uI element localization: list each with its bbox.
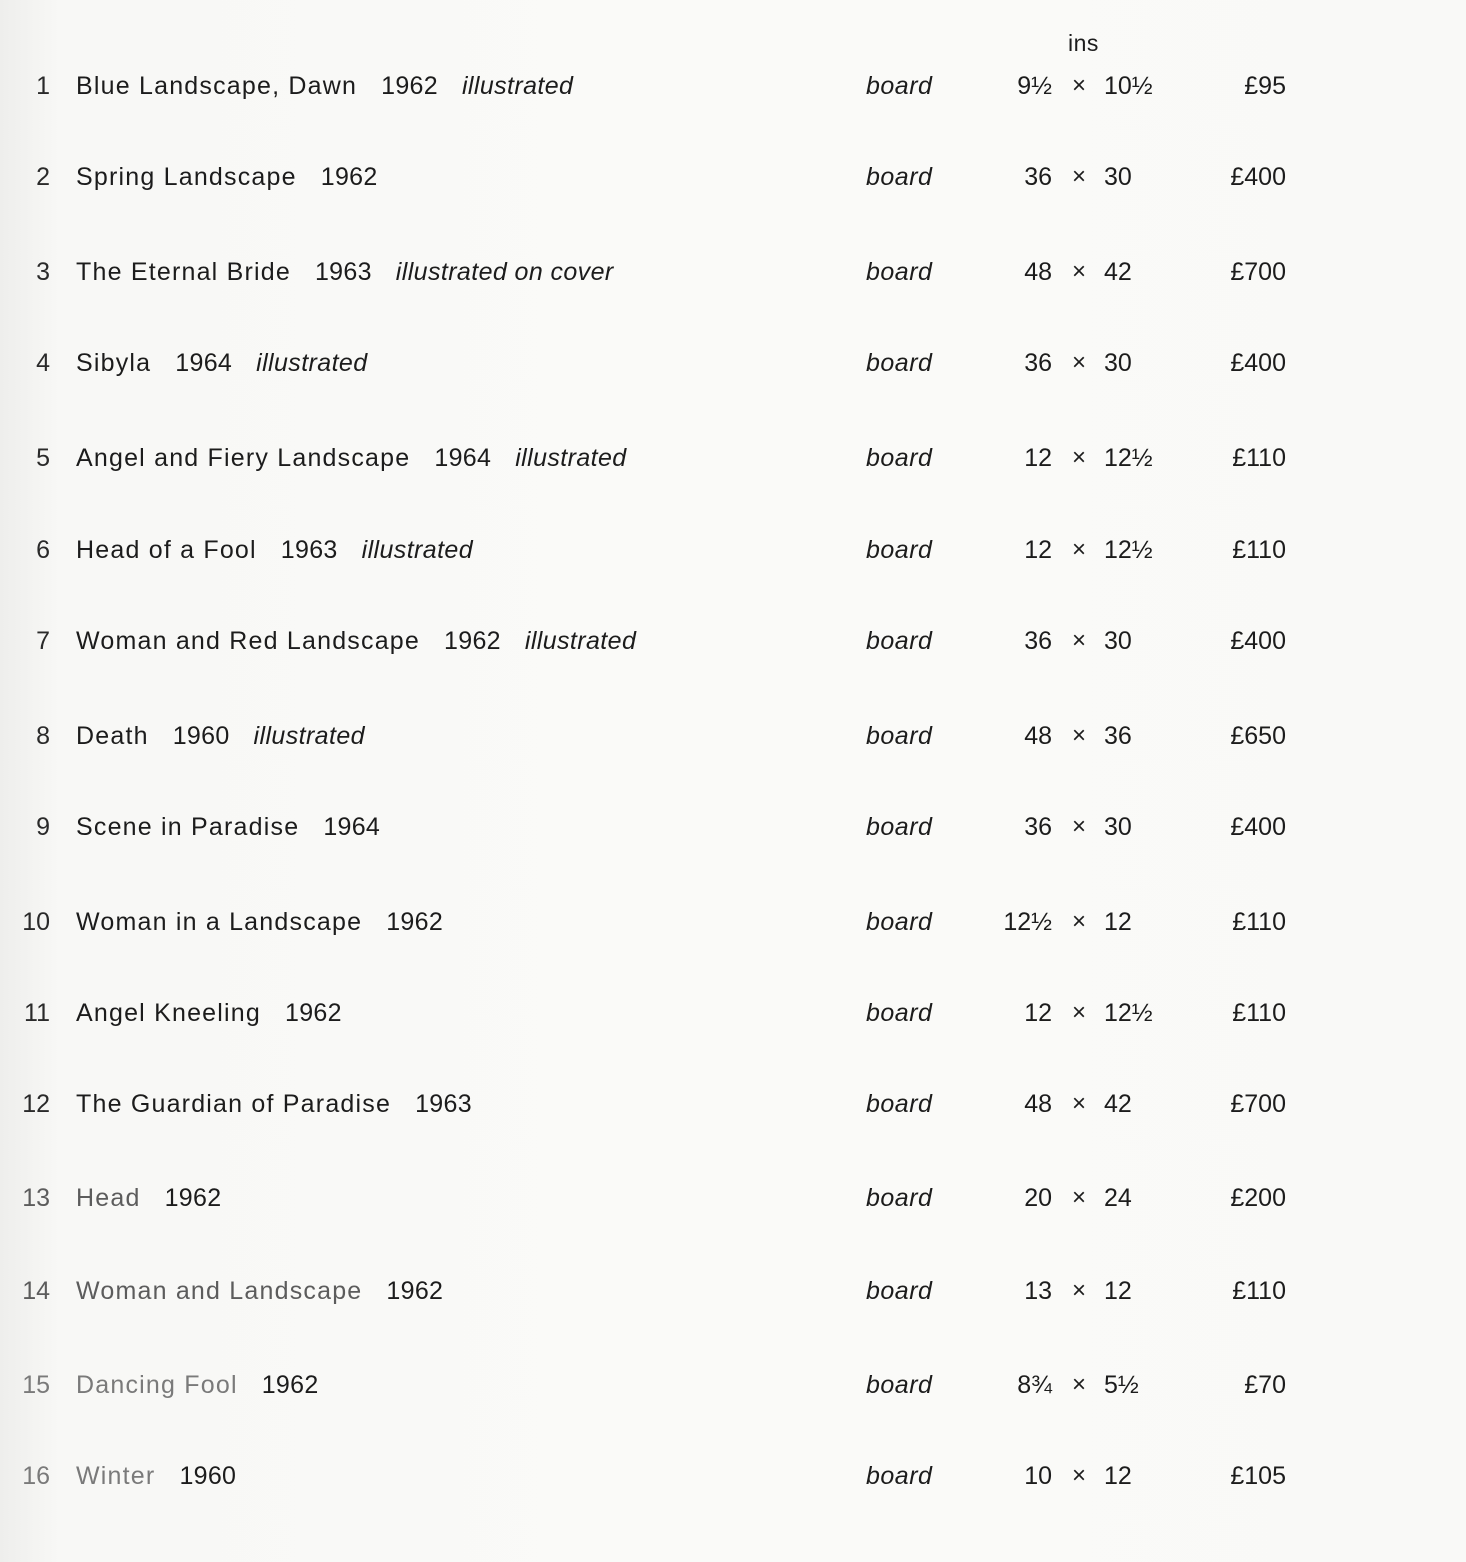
work-number: 2	[36, 163, 50, 191]
work-height: 24	[1104, 1184, 1132, 1212]
work-width: 12	[1024, 999, 1052, 1027]
times-sign: ×	[1071, 444, 1086, 471]
work-price: £70	[1244, 1371, 1286, 1399]
work-year: 1962	[164, 1184, 222, 1212]
work-note: illustrated	[461, 72, 574, 100]
work-width: 48	[1024, 722, 1052, 750]
work-title: Head of a Fool	[76, 536, 257, 564]
work-height: 30	[1104, 813, 1132, 841]
work-number: 5	[36, 444, 50, 472]
times-sign: ×	[1071, 813, 1086, 840]
work-title: Death	[76, 722, 149, 750]
work-medium: board	[866, 1090, 933, 1118]
work-price: £110	[1232, 536, 1286, 564]
work-year: 1962	[320, 163, 378, 191]
work-year: 1962	[285, 999, 342, 1027]
work-number: 6	[36, 536, 50, 564]
work-title: Winter	[76, 1462, 156, 1490]
table-row	[0, 1178, 1466, 1218]
work-medium: board	[866, 627, 933, 655]
work-title-line	[76, 1178, 269, 1218]
work-title-line	[76, 993, 390, 1033]
work-title-line	[76, 438, 651, 478]
times-sign: ×	[1071, 999, 1086, 1026]
work-year: 1964	[175, 349, 233, 377]
table-row	[0, 1084, 1466, 1124]
times-sign: ×	[1071, 1371, 1086, 1398]
times-sign: ×	[1071, 349, 1086, 376]
work-title-line	[76, 66, 597, 106]
work-medium: board	[866, 1277, 933, 1305]
work-year: 1962	[386, 908, 444, 936]
work-note: illustrated	[253, 722, 365, 750]
times-sign: ×	[1071, 1462, 1086, 1489]
work-title-line	[76, 716, 389, 756]
work-medium: board	[866, 1371, 933, 1399]
table-row	[0, 438, 1466, 478]
work-title-line	[76, 530, 497, 570]
work-title: Angel and Fiery Landscape	[76, 444, 411, 472]
work-number: 9	[36, 813, 50, 841]
work-medium: board	[866, 722, 933, 750]
work-price: £700	[1230, 1090, 1286, 1118]
times-sign: ×	[1071, 722, 1086, 749]
work-price: £105	[1230, 1462, 1286, 1490]
work-title: Spring Landscape	[76, 163, 297, 191]
work-title: Woman in a Landscape	[76, 908, 363, 936]
table-row	[0, 252, 1466, 292]
table-row	[0, 807, 1466, 847]
work-title-line	[76, 621, 660, 661]
table-row	[0, 343, 1466, 383]
work-height: 30	[1104, 163, 1132, 191]
times-sign: ×	[1071, 1277, 1086, 1304]
work-year: 1964	[434, 444, 492, 472]
work-height: 12	[1104, 1462, 1132, 1490]
work-number: 1	[36, 72, 50, 100]
work-width: 36	[1024, 163, 1052, 191]
work-title-line	[76, 1456, 284, 1496]
work-price: £110	[1232, 444, 1286, 472]
work-price: £400	[1230, 349, 1286, 377]
times-sign: ×	[1071, 258, 1086, 285]
dimension-unit-header: ins	[1068, 30, 1099, 56]
work-width: 12½	[1003, 908, 1052, 936]
work-title-line	[76, 1365, 367, 1405]
work-year: 1963	[314, 258, 372, 286]
times-sign: ×	[1071, 72, 1086, 99]
work-medium: board	[866, 536, 933, 564]
work-price: £200	[1230, 1184, 1286, 1212]
work-height: 10½	[1104, 72, 1153, 100]
work-medium: board	[866, 908, 933, 936]
work-width: 20	[1024, 1184, 1052, 1212]
work-price: £110	[1232, 1277, 1286, 1305]
work-year: 1963	[280, 536, 338, 564]
work-price: £400	[1230, 163, 1286, 191]
work-title: Scene in Paradise	[76, 813, 300, 841]
work-price: £400	[1230, 813, 1286, 841]
work-number: 13	[22, 1184, 50, 1212]
table-row	[0, 157, 1466, 197]
work-medium: board	[866, 258, 933, 286]
work-title: Woman and Red Landscape	[76, 627, 421, 655]
work-medium: board	[866, 163, 933, 191]
work-title-line	[76, 902, 491, 942]
table-row	[0, 1271, 1466, 1311]
work-medium: board	[866, 999, 933, 1027]
work-width: 48	[1024, 258, 1052, 286]
table-row	[0, 66, 1466, 106]
work-number: 16	[22, 1462, 50, 1490]
work-width: 8¾	[1017, 1371, 1052, 1399]
work-title-line	[76, 343, 392, 383]
times-sign: ×	[1071, 1090, 1086, 1117]
work-year: 1963	[415, 1090, 472, 1118]
work-note: illustrated on cover	[395, 258, 614, 286]
times-sign: ×	[1071, 163, 1086, 190]
work-height: 42	[1104, 258, 1132, 286]
work-height: 12	[1104, 908, 1132, 936]
work-price: £95	[1244, 72, 1286, 100]
work-number: 15	[22, 1371, 50, 1399]
work-height: 12½	[1104, 536, 1153, 564]
times-sign: ×	[1071, 1184, 1086, 1211]
work-number: 4	[36, 349, 50, 377]
work-title: Sibyla	[76, 349, 152, 377]
work-title-line	[76, 1271, 491, 1311]
table-row	[0, 716, 1466, 756]
work-price: £400	[1230, 627, 1286, 655]
work-title: The Eternal Bride	[76, 258, 291, 286]
work-note: illustrated	[361, 536, 474, 564]
work-note: illustrated	[515, 444, 627, 472]
work-width: 36	[1024, 627, 1052, 655]
table-row	[0, 530, 1466, 570]
work-note: illustrated	[256, 349, 368, 377]
work-number: 11	[24, 999, 50, 1027]
work-year: 1962	[381, 72, 438, 100]
times-sign: ×	[1071, 908, 1086, 935]
work-height: 30	[1104, 349, 1132, 377]
table-row	[0, 621, 1466, 661]
work-title: Angel Kneeling	[76, 999, 261, 1027]
work-title-line	[76, 157, 426, 197]
work-medium: board	[866, 349, 933, 377]
work-width: 36	[1024, 349, 1052, 377]
work-price: £110	[1232, 999, 1286, 1027]
work-number: 10	[22, 908, 50, 936]
work-year: 1962	[444, 627, 501, 655]
work-title-line	[76, 1084, 520, 1124]
work-number: 3	[36, 258, 50, 286]
work-title-line	[76, 807, 428, 847]
work-width: 12	[1024, 444, 1052, 472]
work-price: £650	[1230, 722, 1286, 750]
times-sign: ×	[1071, 536, 1086, 563]
work-height: 12½	[1104, 999, 1153, 1027]
table-row	[0, 1456, 1466, 1496]
work-height: 42	[1104, 1090, 1132, 1118]
work-title-line	[76, 252, 638, 292]
work-year: 1964	[323, 813, 381, 841]
work-width: 36	[1024, 813, 1052, 841]
table-row	[0, 902, 1466, 942]
work-number: 14	[22, 1277, 50, 1305]
work-height: 30	[1104, 627, 1132, 655]
work-year: 1960	[172, 722, 230, 750]
work-width: 13	[1024, 1277, 1052, 1305]
table-row	[0, 1365, 1466, 1405]
work-height: 12	[1104, 1277, 1132, 1305]
work-title: Head	[76, 1184, 141, 1212]
work-medium: board	[866, 444, 933, 472]
times-sign: ×	[1071, 627, 1086, 654]
work-width: 9½	[1017, 72, 1052, 100]
work-medium: board	[866, 72, 933, 100]
work-height: 5½	[1104, 1371, 1139, 1399]
work-title: Woman and Landscape	[76, 1277, 363, 1305]
work-title: Blue Landscape, Dawn	[76, 72, 358, 100]
work-year: 1960	[179, 1462, 237, 1490]
work-height: 36	[1104, 722, 1132, 750]
work-number: 7	[36, 627, 50, 655]
work-note: illustrated	[524, 627, 637, 655]
work-price: £700	[1230, 258, 1286, 286]
work-title: Dancing Fool	[76, 1371, 238, 1399]
work-year: 1962	[386, 1277, 444, 1305]
work-title: The Guardian of Paradise	[76, 1090, 392, 1118]
work-price: £110	[1232, 908, 1286, 936]
work-width: 48	[1024, 1090, 1052, 1118]
work-medium: board	[866, 813, 933, 841]
work-width: 12	[1024, 536, 1052, 564]
work-medium: board	[866, 1184, 933, 1212]
work-number: 8	[36, 722, 50, 750]
work-year: 1962	[261, 1371, 319, 1399]
work-height: 12½	[1104, 444, 1153, 472]
work-number: 12	[22, 1090, 50, 1118]
table-row	[0, 993, 1466, 1033]
work-width: 10	[1024, 1462, 1052, 1490]
work-medium: board	[866, 1462, 933, 1490]
